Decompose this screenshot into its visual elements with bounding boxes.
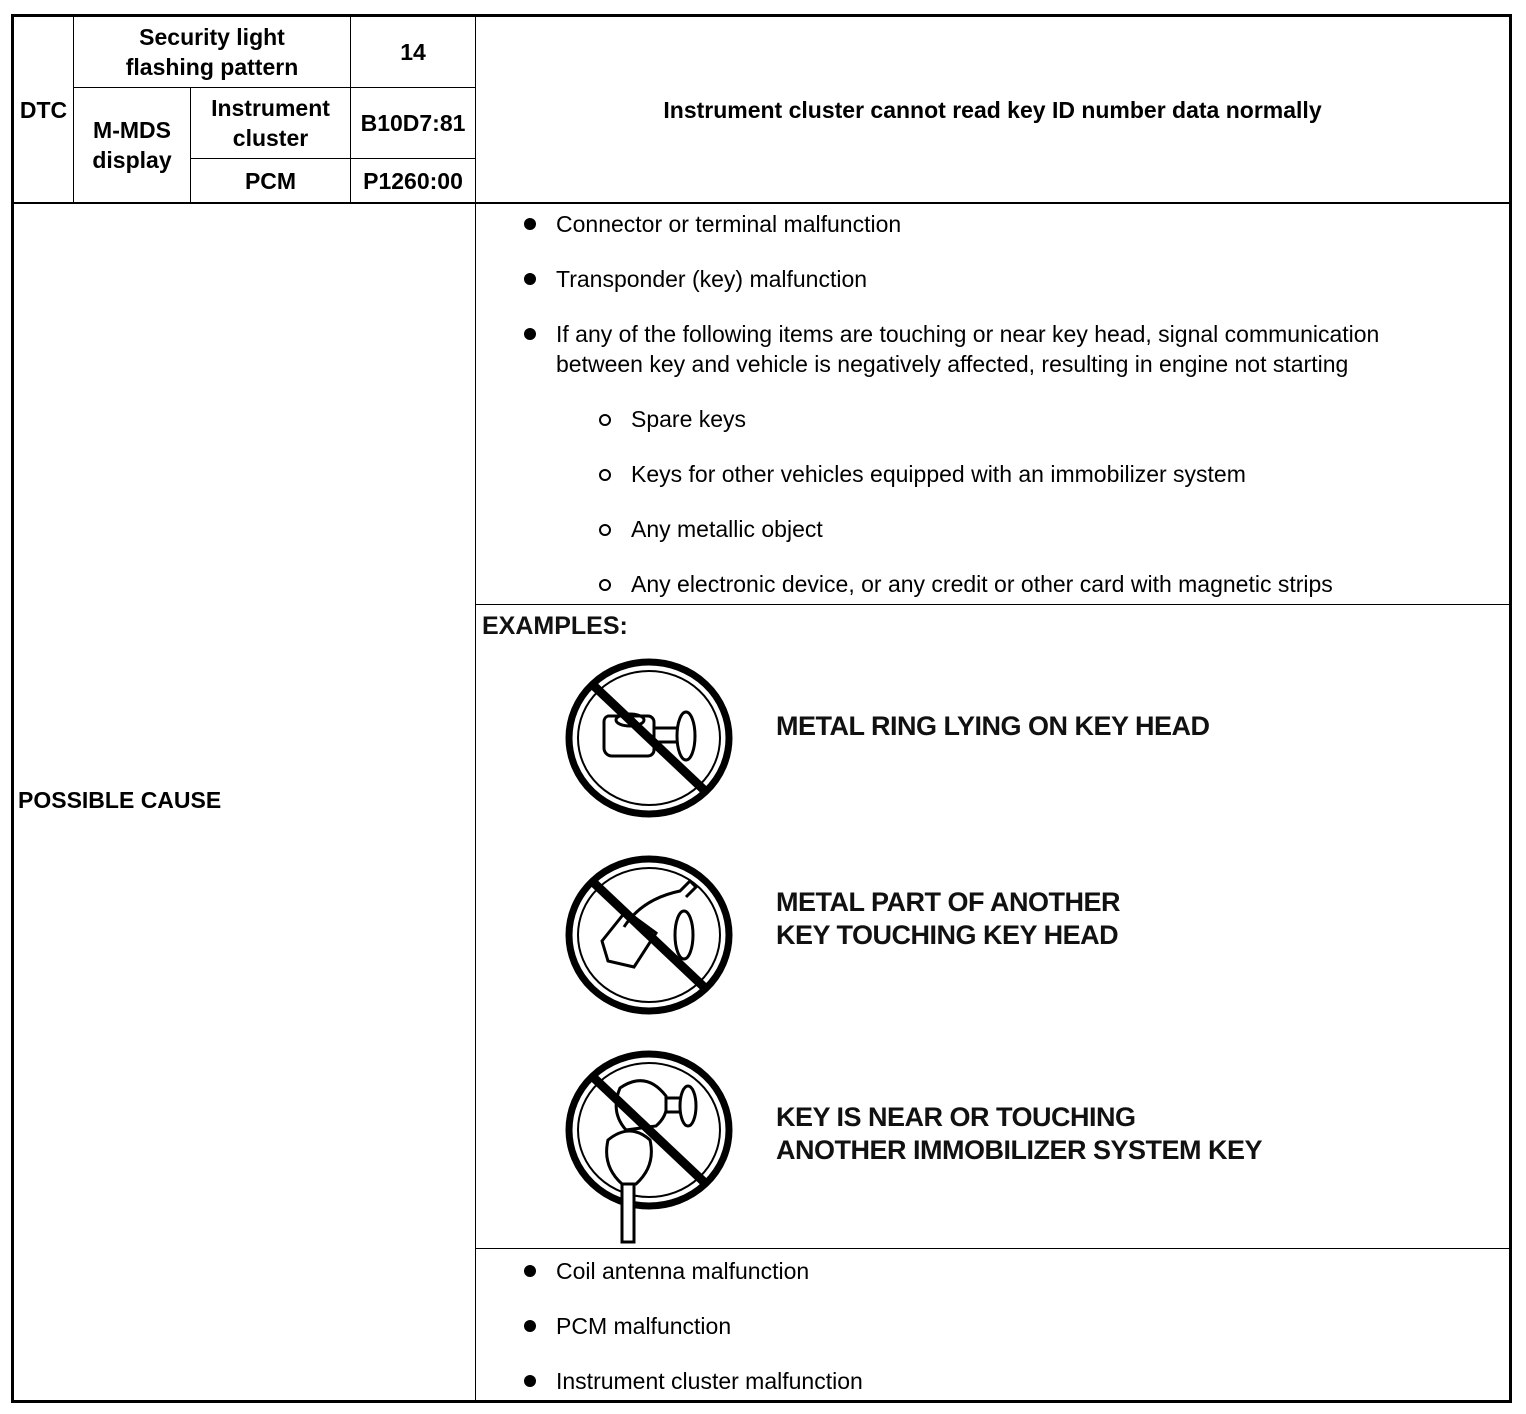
bullet-icon xyxy=(524,328,536,340)
row-divider xyxy=(475,604,1510,605)
circle-bullet-icon xyxy=(599,469,611,481)
example-label: METAL RING LYING ON KEY HEAD xyxy=(776,711,1210,741)
possible-cause-label: POSSIBLE CAUSE xyxy=(18,787,222,813)
instrument-cluster-label: Instrument cluster xyxy=(211,95,330,151)
bullet-icon xyxy=(524,1265,536,1277)
no-key-touching-icon xyxy=(562,853,736,1017)
bullet-icon xyxy=(524,1320,536,1332)
example-label: ANOTHER IMMOBILIZER SYSTEM KEY xyxy=(776,1135,1263,1165)
example-label: METAL PART OF ANOTHER xyxy=(776,887,1120,917)
row-divider xyxy=(12,202,1510,204)
bullet-icon xyxy=(524,273,536,285)
instrument-cluster-code: B10D7:81 xyxy=(360,110,466,136)
pcm-code: P1260:00 xyxy=(363,167,463,194)
flash-pattern-label: Security light flashing pattern xyxy=(125,24,299,80)
examples-title: EXAMPLES: xyxy=(482,612,628,640)
pcm-label: PCM xyxy=(244,167,297,194)
flash-pattern-value: 14 xyxy=(400,39,426,65)
dtc-label: DTC xyxy=(19,96,68,123)
example-label: KEY TOUCHING KEY HEAD xyxy=(776,920,1119,950)
bullet-icon xyxy=(524,1375,536,1387)
mmds-display-label: M-MDS display xyxy=(92,117,172,173)
bullet-icon xyxy=(524,218,536,230)
circle-bullet-icon xyxy=(599,414,611,426)
row-divider xyxy=(475,1248,1510,1249)
dtc-description: Instrument cluster cannot read key ID number data normally xyxy=(663,96,1322,123)
col-divider xyxy=(475,16,476,1402)
example-label: KEY IS NEAR OR TOUCHING xyxy=(776,1102,1136,1132)
circle-bullet-icon xyxy=(599,579,611,591)
no-metal-ring-icon xyxy=(562,656,736,820)
circle-bullet-icon xyxy=(599,524,611,536)
no-second-key-icon xyxy=(562,1048,736,1246)
